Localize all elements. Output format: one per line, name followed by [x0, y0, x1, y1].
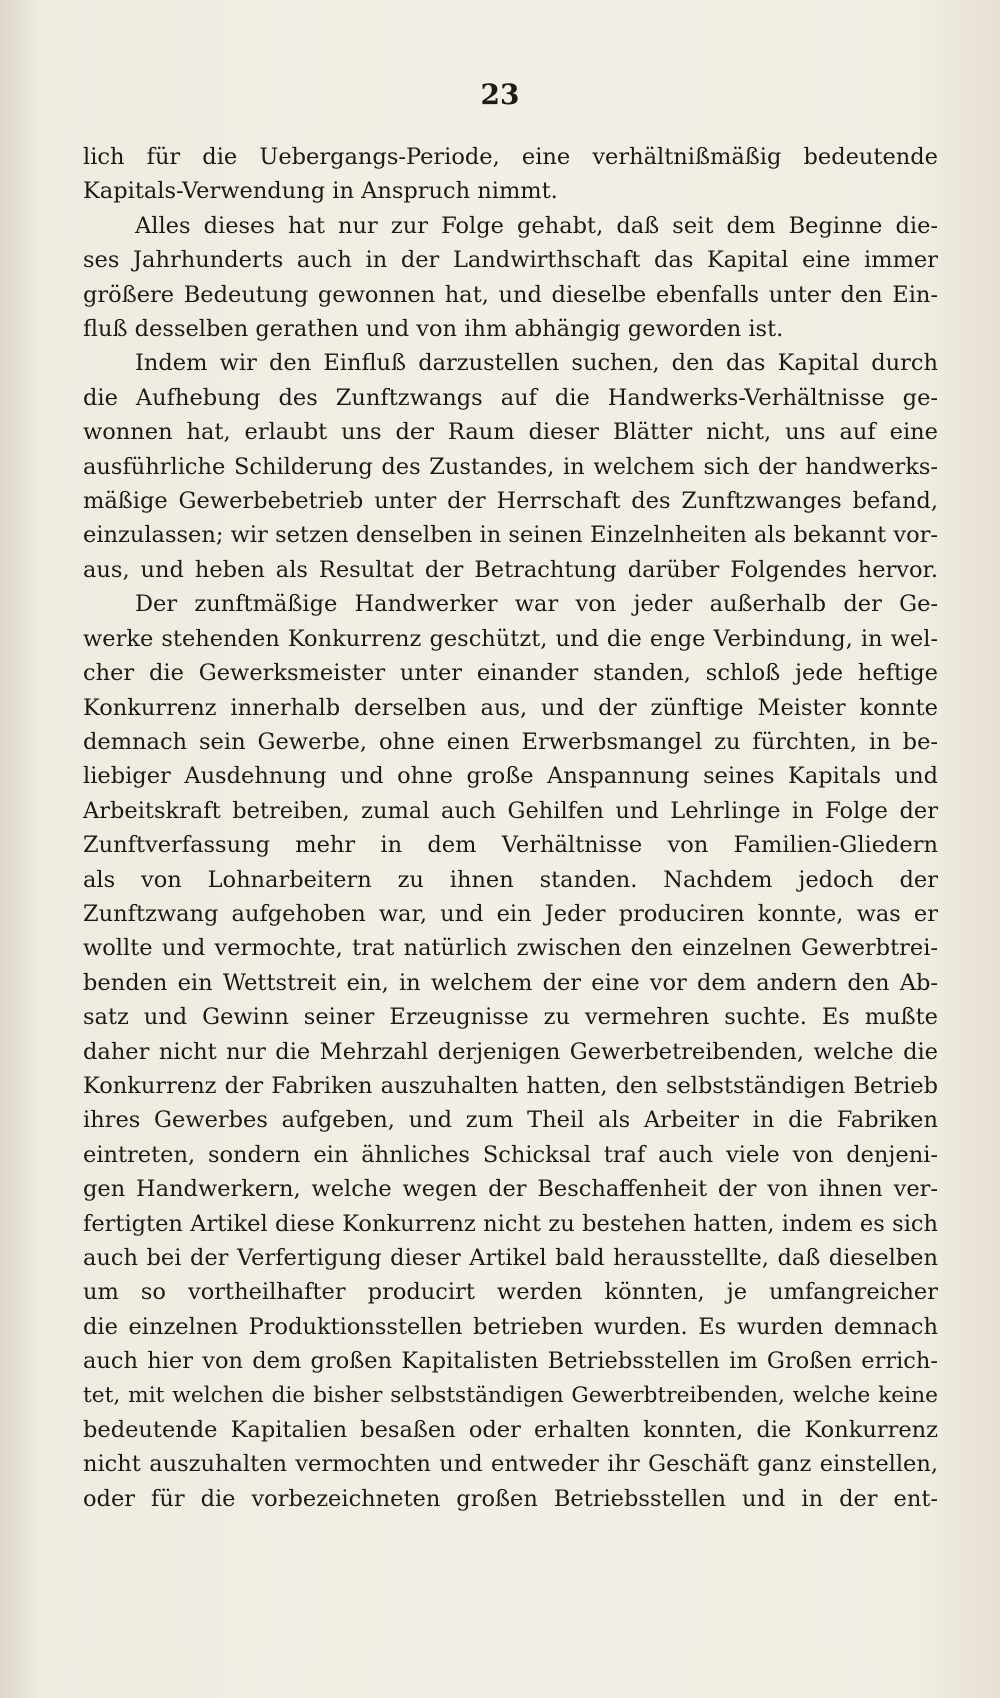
text-line: Zunftzwang aufgehoben war, und ein Jeder produciren konnte, was er	[83, 900, 938, 927]
paragraph-3	[83, 346, 938, 587]
text-line: liebiger Ausdehnung und ohne große Anspannung seines Kapitals und	[83, 763, 938, 790]
text-line: aus, und heben als Resultat der Betrachtung darüber Folgendes hervor.	[83, 556, 938, 583]
text-line: einzulassen; wir setzen denselben in seinen Einzelnheiten als bekannt vor-	[83, 522, 938, 549]
text-line: wollte und vermochte, trat natürlich zwischen den einzelnen Gewerbtrei-	[83, 935, 938, 962]
text-line: auch hier von dem großen Kapitalisten Betriebsstellen im Großen errich-	[83, 1348, 938, 1375]
paragraph-4	[83, 587, 938, 1516]
text-line: daher nicht nur die Mehrzahl derjenigen Gewerbetreibenden, welche die	[83, 1038, 938, 1065]
text-line: nicht auszuhalten vermochten und entweder ihr Geschäft ganz einstellen,	[83, 1451, 938, 1478]
text-line: tet, mit welchen die bisher selbstständigen Gewerbtreibenden, welche keine	[83, 1382, 938, 1408]
page-number: 23	[480, 78, 520, 111]
text-line: demnach sein Gewerbe, ohne einen Erwerbsmangel zu fürchten, in be-	[83, 728, 938, 755]
text-line: gen Handwerkern, welche wegen der Beschaffenheit der von ihnen ver-	[83, 1176, 938, 1203]
text-line: satz und Gewinn seiner Erzeugnisse zu vermehren suchte. Es mußte	[83, 1004, 938, 1031]
text-line: lich für die Uebergangs-Periode, eine verhältnißmäßig bedeutende	[83, 144, 938, 170]
text-line: bedeutende Kapitalien besaßen oder erhalten konnten, die Konkurrenz	[83, 1417, 938, 1444]
text-line: eintreten, sondern ein ähnliches Schicksal traf auch viele von denjeni-	[83, 1141, 938, 1168]
text-line: fertigten Artikel diese Konkurrenz nicht zu bestehen hatten, indem es sich	[83, 1210, 938, 1237]
text-line: cher die Gewerksmeister unter einander standen, schloß jede heftige	[83, 660, 938, 687]
text-line: Konkurrenz der Fabriken auszuhalten hatten, den selbstständigen Betrieb	[83, 1072, 938, 1099]
paragraph-1	[83, 140, 938, 209]
text-line: ausführliche Schilderung des Zustandes, in welchem sich der handwerks-	[83, 453, 938, 480]
paragraph-2	[83, 209, 938, 347]
text-line: auch bei der Verfertigung dieser Artikel bald herausstellte, daß dieselben	[83, 1245, 938, 1271]
text-line: Der zunftmäßige Handwerker war von jeder außerhalb der Ge-	[135, 591, 938, 618]
text-line: um so vortheilhafter producirt werden könnten, je umfangreicher	[83, 1279, 938, 1306]
text-line: benden ein Wettstreit ein, in welchem der eine vor dem andern den Ab-	[83, 969, 938, 996]
text-line: Kapitals-Verwendung in Anspruch nimmt.	[83, 178, 558, 205]
text-line: Alles dieses hat nur zur Folge gehabt, daß seit dem Beginne die-	[135, 212, 938, 239]
text-line: als von Lohnarbeitern zu ihnen standen. Nachdem jedoch der	[83, 866, 938, 893]
text-line: Indem wir den Einfluß darzustellen suchen, den das Kapital durch	[135, 350, 938, 377]
text-line: oder für die vorbezeichneten großen Betriebsstellen und in der ent-	[83, 1485, 938, 1512]
text-line: Konkurrenz innerhalb derselben aus, und der zünftige Meister konnte	[83, 694, 938, 721]
text-line: mäßige Gewerbebetrieb unter der Herrschaft des Zunftzwanges befand,	[83, 488, 938, 515]
text-line: größere Bedeutung gewonnen hat, und dieselbe ebenfalls unter den Ein-	[83, 281, 938, 308]
text-line: wonnen hat, erlaubt uns der Raum dieser Blätter nicht, uns auf eine	[83, 419, 938, 446]
text-line: ihres Gewerbes aufgeben, und zum Theil als Arbeiter in die Fabriken	[83, 1107, 938, 1134]
text-line: Arbeitskraft betreiben, zumal auch Gehilfen und Lehrlinge in Folge der	[83, 797, 938, 824]
text-line: die einzelnen Produktionsstellen betrieben wurden. Es wurden demnach	[83, 1313, 938, 1340]
text-line: die Aufhebung des Zunftzwangs auf die Handwerks-Verhältnisse ge-	[83, 384, 938, 411]
body-text	[83, 140, 938, 1516]
text-line: fluß desselben gerathen und von ihm abhängig geworden ist.	[83, 316, 784, 343]
text-line: werke stehenden Konkurrenz geschützt, und die enge Verbindung, in wel-	[83, 625, 938, 652]
text-line: Zunftverfassung mehr in dem Verhältnisse von Familien-Gliedern	[83, 832, 938, 859]
text-line: ses Jahrhunderts auch in der Landwirthschaft das Kapital eine immer	[83, 247, 938, 274]
